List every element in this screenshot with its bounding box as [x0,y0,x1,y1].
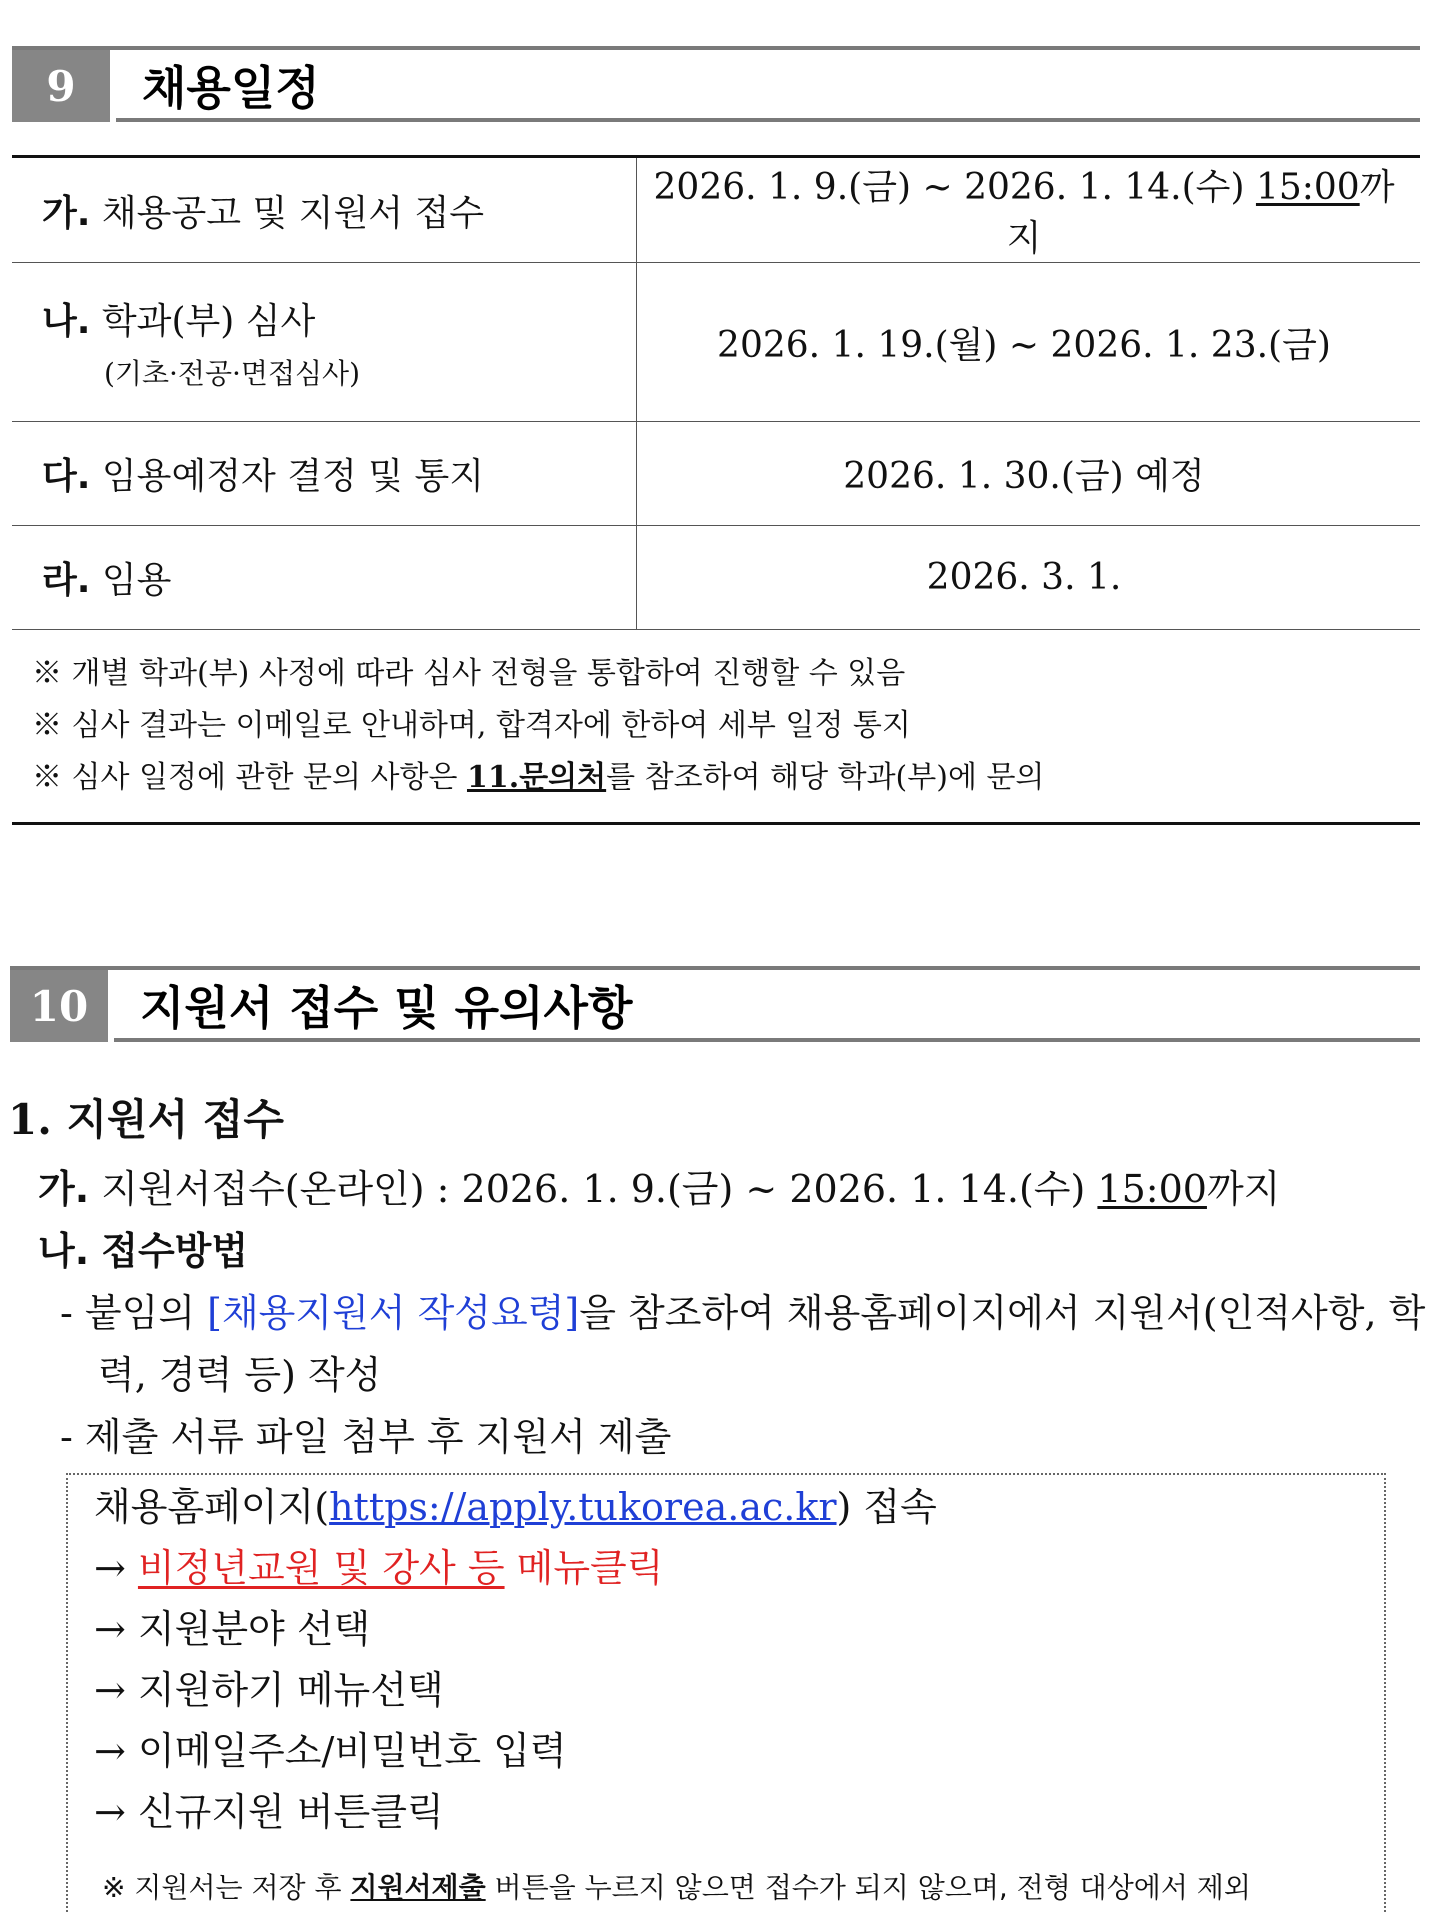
bullet-item [8,1406,1428,1468]
row-marker: 가. [42,192,91,234]
schedule-value-cell [637,157,1421,263]
row-value-suffix: 까지 [1006,167,1395,259]
schedule-notes [12,630,1420,825]
procedure-step [68,1782,1384,1843]
submission-note [102,1866,1251,1906]
procedure-step [68,1538,1384,1599]
arrow-icon: → [94,1790,126,1834]
table-row [12,526,1420,630]
application-content [8,1090,1428,1468]
procedure-step [68,1477,1384,1538]
header-bottom-rule [114,1038,1420,1042]
schedule-value-cell [637,263,1421,422]
note-text: ※ 지원서는 저장 후 [102,1871,351,1904]
step-text: 지원분야 선택 [137,1607,371,1651]
step-text: 지원하기 메뉴선택 [137,1668,444,1712]
schedule-block [12,155,1420,825]
procedure-step [68,1599,1384,1660]
recruit-homepage-link[interactable]: https://apply.tukorea.ac.kr [329,1485,837,1529]
item-na [8,1220,1428,1282]
arrow-icon: → [94,1607,126,1651]
item-suffix: 까지 [1206,1167,1281,1211]
schedule-label-cell [12,263,637,422]
table-row [12,422,1420,526]
arrow-icon: → [94,1729,126,1773]
row-label: 채용공고 및 지원서 접수 [101,192,484,234]
schedule-value-cell [637,526,1421,630]
procedure-step [68,1660,1384,1721]
subsection-heading: 1. 지원서 접수 [8,1095,284,1144]
row-value: 2026. 3. 1. [926,557,1122,598]
row-value: 2026. 1. 9.(금) ~ 2026. 1. 14.(수) [653,167,1256,208]
row-value-time: 15:00 [1255,167,1360,208]
row-label: 임용예정자 결정 및 통지 [101,456,484,497]
section-title: 채용일정 [142,61,320,115]
row-label: 임용 [101,560,172,601]
row-value: 2026. 1. 19.(월) ~ 2026. 1. 23.(금) [717,324,1331,366]
schedule-label-cell [12,526,637,630]
schedule-label-cell [12,422,637,526]
note-text-suffix: 를 참조하여 해당 학과(부)에 문의 [606,760,1045,795]
menu-name: 비정년교원 및 강사 등 [137,1546,505,1590]
table-row [12,263,1420,422]
note-line [32,648,1420,700]
note-text: ※ 심사 결과는 이메일로 안내하며, 합격자에 한하여 세부 일정 통지 [32,708,911,743]
submit-button-name: 지원서제출 [350,1871,486,1904]
procedure-box [66,1473,1386,1912]
schedule-value-cell [637,422,1421,526]
schedule-table [12,155,1420,630]
section-number: 10 [10,970,108,1042]
note-text: ※ 심사 일정에 관한 문의 사항은 [32,760,467,795]
row-marker: 나. [42,300,91,342]
header-top-rule [10,966,1420,970]
step-text-suffix: ) 접속 [836,1485,937,1529]
step-text: 채용홈페이지( [94,1485,330,1529]
section-title: 지원서 접수 및 유의사항 [140,981,633,1035]
arrow-icon: → [94,1546,126,1590]
item-marker: 나. [38,1229,90,1273]
row-marker: 다. [42,456,91,497]
guide-reference: [채용지원서 작성요령] [207,1291,580,1335]
header-top-rule [12,46,1420,50]
note-text-suffix: 버튼을 누르지 않으면 접수가 되지 않으며, 전형 대상에서 제외 [485,1871,1251,1904]
bullet-text: - 붙임의 [60,1291,208,1335]
section-10-header [10,966,1420,1042]
section-9-header [12,46,1420,122]
row-marker: 라. [42,560,91,601]
note-text: ※ 개별 학과(부) 사정에 따라 심사 전형을 통합하여 진행할 수 있음 [32,656,906,691]
step-text: 메뉴클릭 [504,1546,664,1590]
note-line [32,700,1420,752]
schedule-label-cell [12,157,637,263]
step-text: 이메일주소/비밀번호 입력 [137,1729,567,1773]
section-number: 9 [12,50,110,122]
header-bottom-rule [116,118,1420,122]
item-ga [8,1158,1428,1220]
item-text: 접수방법 [101,1229,249,1273]
contact-reference: 11.문의처 [466,760,607,795]
note-line [32,752,1420,804]
procedure-step [68,1721,1384,1782]
arrow-icon: → [94,1668,126,1712]
row-label: 학과(부) 심사 [101,300,316,342]
item-text: 지원서접수(온라인) : 2026. 1. 9.(금) ~ 2026. 1. 14.(수) [101,1167,1098,1211]
table-row [12,157,1420,263]
bullet-text-suffix: 을 참조하여 채용홈페이지에서 지원서(인적사항, 학력, 경력 등) 작성 [98,1291,1426,1397]
deadline-time: 15:00 [1097,1167,1207,1211]
bullet-text: - 제출 서류 파일 첨부 후 지원서 제출 [60,1415,672,1459]
bullet-item [8,1282,1428,1406]
step-text: 신규지원 버튼클릭 [137,1790,444,1834]
row-value: 2026. 1. 30.(금) 예정 [843,456,1205,497]
item-marker: 가. [38,1167,90,1211]
row-sublabel: (기초·전공·면접심사) [104,356,361,390]
